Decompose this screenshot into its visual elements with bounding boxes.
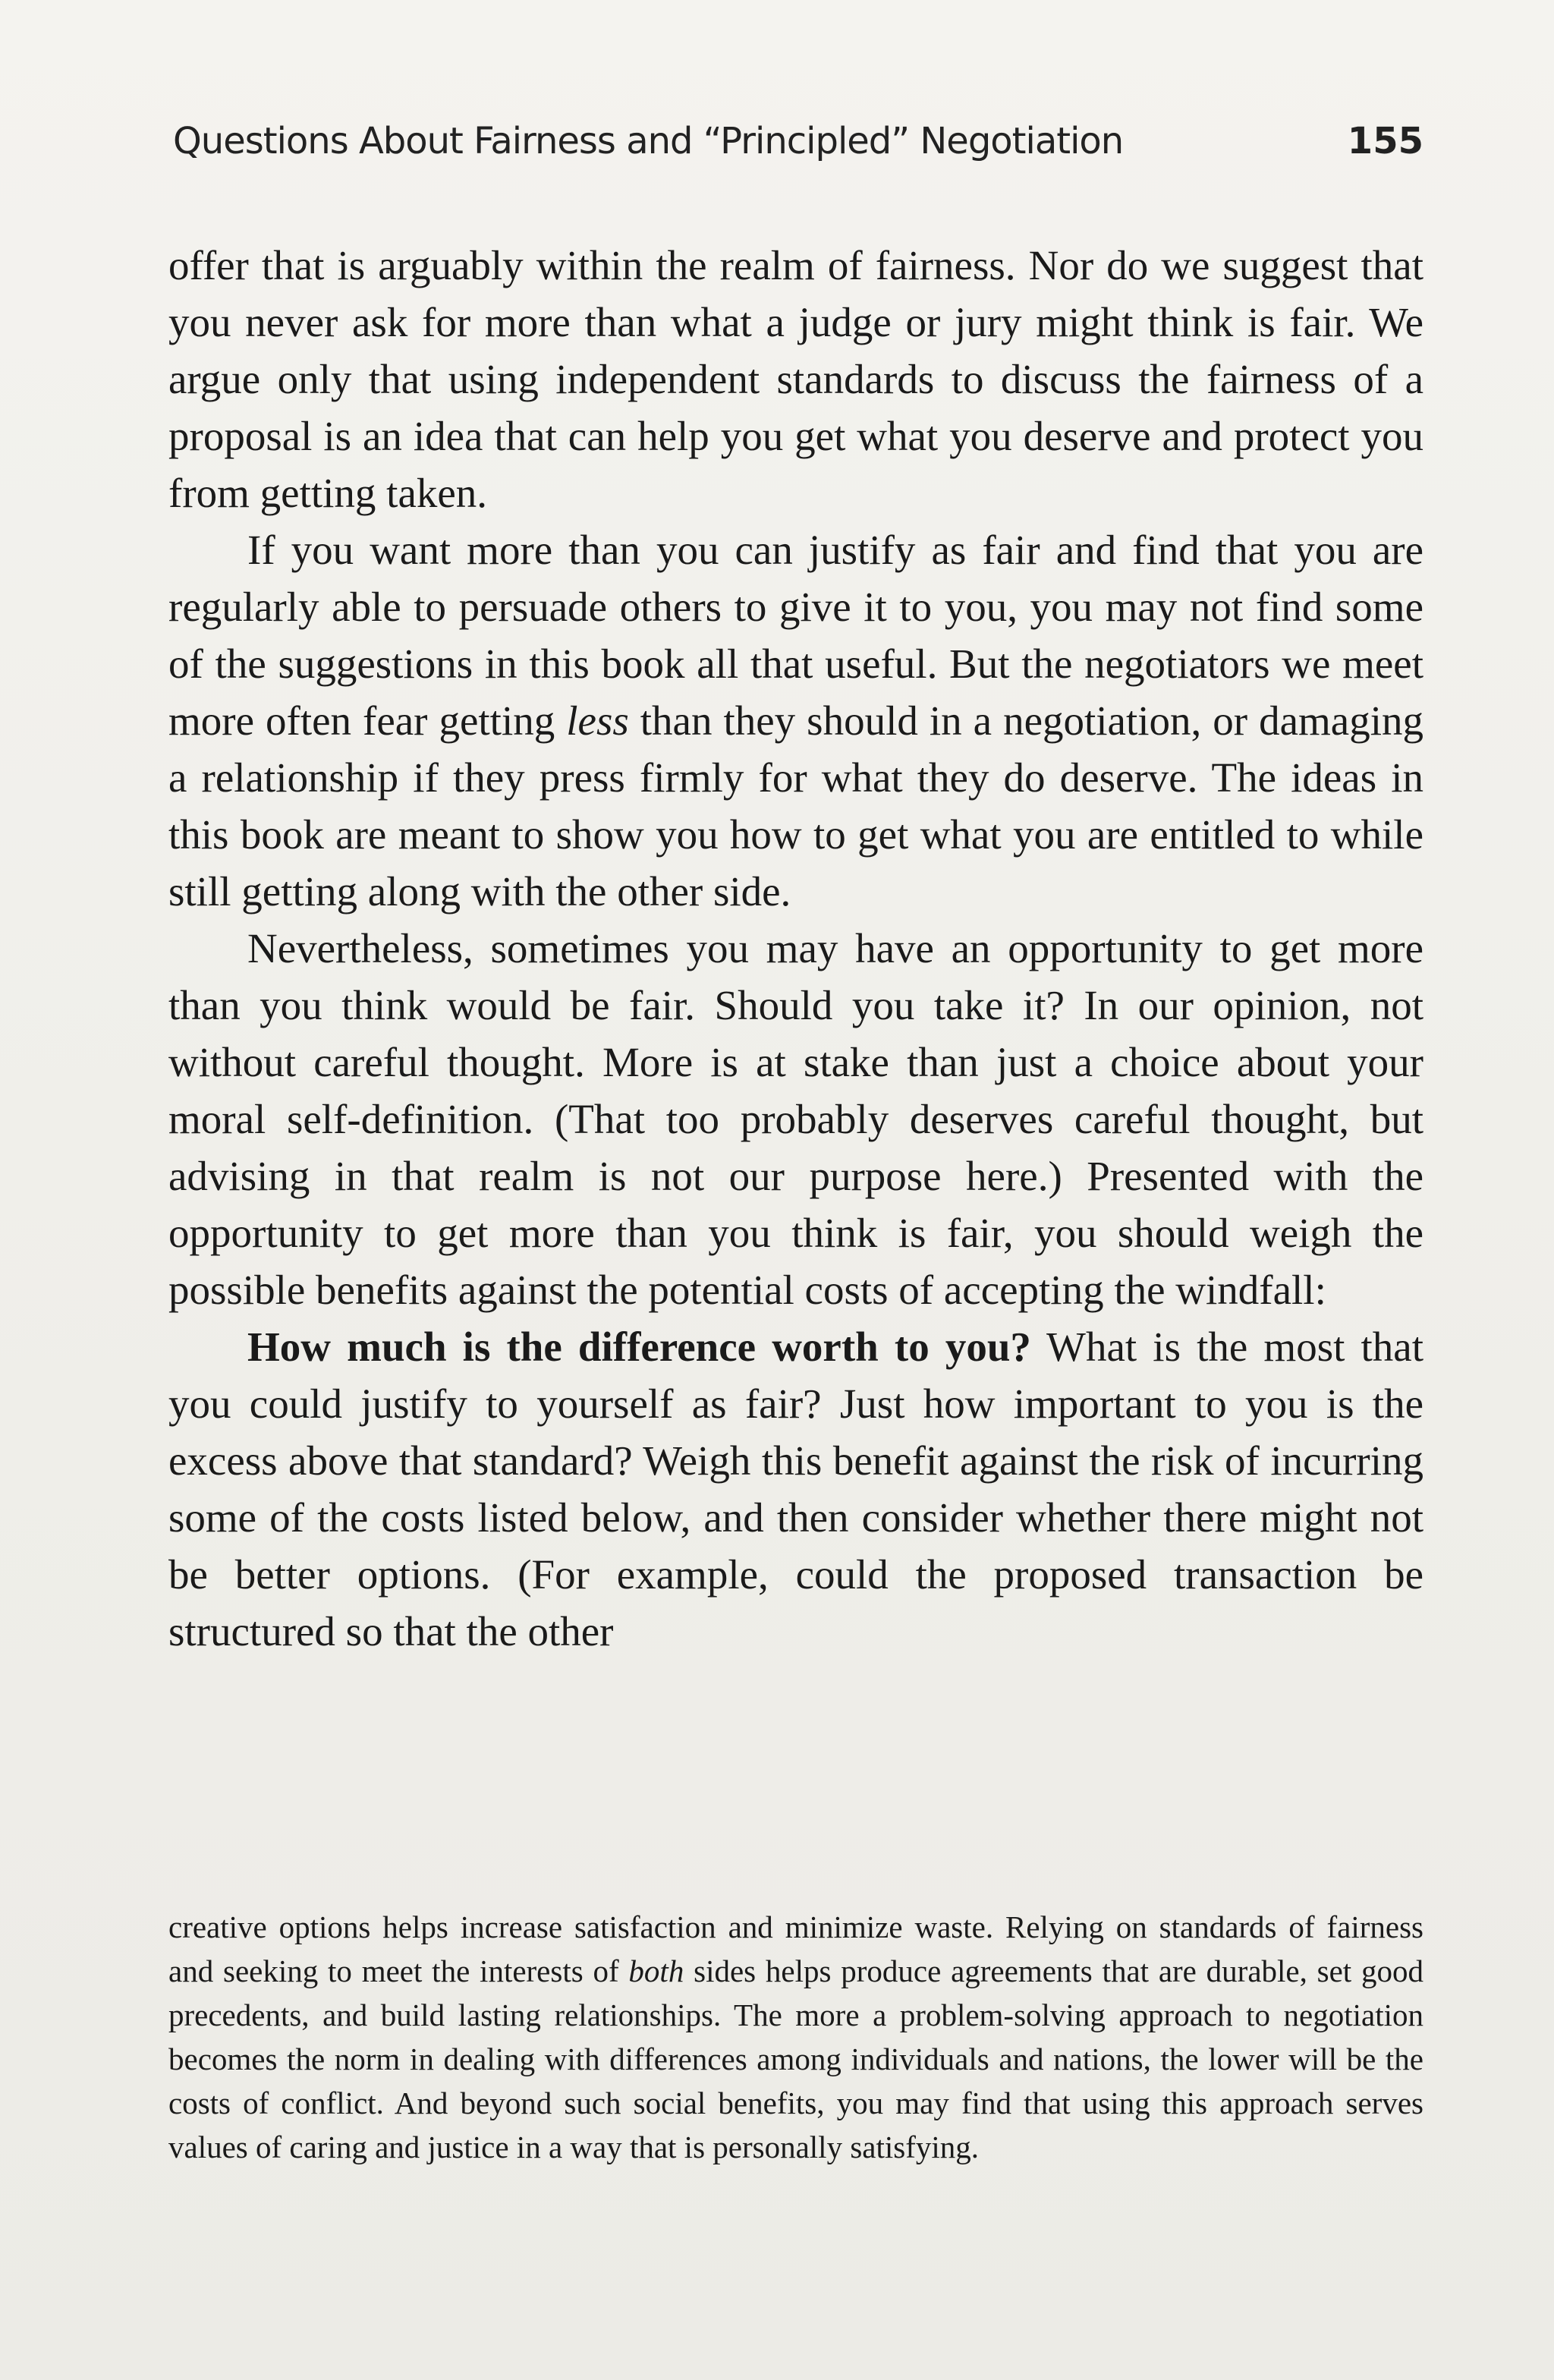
page-number: 155 xyxy=(1347,120,1423,162)
running-head xyxy=(173,120,1423,173)
footnote-emphasis: both xyxy=(628,1953,684,1988)
chapter-title: Questions About Fairness and “Principled” Negotiation xyxy=(173,120,1124,162)
footnote-text-a: creative options helps increase satisfaction and minimize waste. Relying on standards of fairness and seeking to meet the interests of xyxy=(168,1909,1423,1988)
footnote xyxy=(168,1905,1423,2169)
paragraph-1: offer that is arguably within the realm of fairness. Nor do we suggest that you never ask for more than what a judge or jury might think is fair. We argue only that using independent standards to discuss the fairness of a proposal is an idea that can help you get what you deserve and protect you from getting taken. xyxy=(168,242,1423,516)
paragraph-2 xyxy=(168,521,1423,920)
paragraph-2-text-b: than they should in a negotiation, or damaging a relationship if they press firmly for what they do deserve. The ideas in this book are meant to show you how to get what you are entitled to while still getting along with the other side. xyxy=(168,697,1423,915)
footnote-paragraph xyxy=(168,1905,1423,2169)
paragraph-4-text: What is the most that you could justify to yourself as fair? Just how important to you is the excess above that standard? Weigh this benefit against the risk of incurring some of the costs listed below, and then consider whether there might not be better options. (For example, could the proposed transaction be structured so that the other xyxy=(168,1324,1423,1654)
footnote-text-b: sides helps produce agreements that are durable, set good precedents, and build lasting relationships. The more a problem-solving approach to negotiation becomes the norm in dealing with differences among individuals and nations, the lower will be the costs of conflict. And beyond such social benefits, you may find that using this approach serves values of caring and justice in a way that is personally satisfying. xyxy=(168,1953,1423,2164)
paragraph-4-lead-question: How much is the difference worth to you? xyxy=(247,1324,1031,1370)
paragraph-4 xyxy=(168,1318,1423,1660)
paragraph-2-text-a: If you want more than you can justify as fair and find that you are regularly able to persuade others to give it to you, you may not find some of the suggestions in this book all that useful. But the negotiators we meet more often fear getting xyxy=(168,527,1423,744)
main-text xyxy=(168,237,1423,1660)
paragraph-2-emphasis: less xyxy=(566,697,629,744)
paragraph-3: Nevertheless, sometimes you may have an opportunity to get more than you think would be fair. Should you take it? In our opinion, not without careful thought. More is at stake than just a choice about your moral self-definition. (That too probably deserves careful thought, but advising in that realm is not our purpose here.) Presented with the opportunity to get more than you think is fair, you should weigh the possible benefits against the potential costs of accepting the windfall: xyxy=(168,925,1423,1313)
